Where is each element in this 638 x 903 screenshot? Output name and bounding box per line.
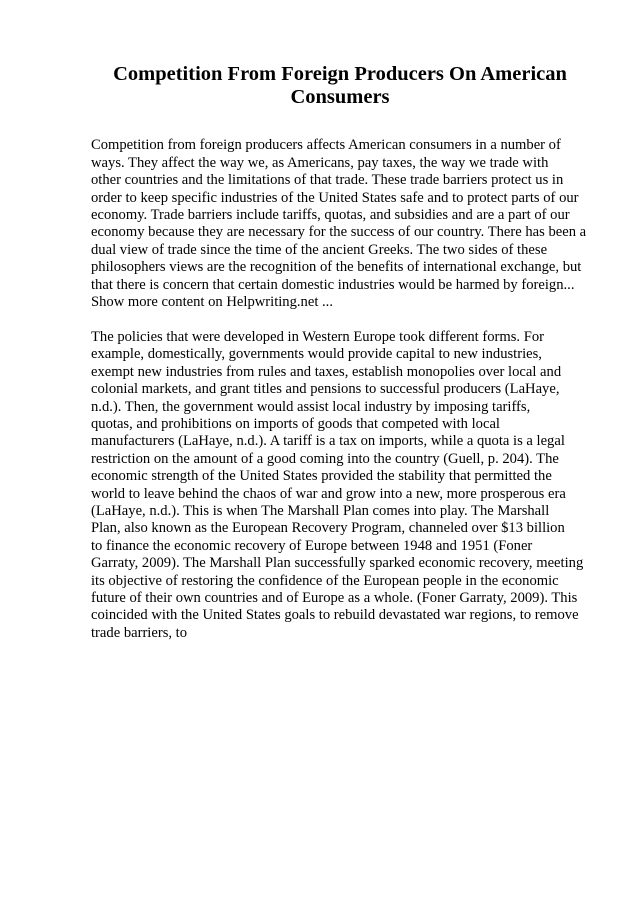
document-title: Competition From Foreign Producers On American Consumers <box>113 63 567 108</box>
paragraph-policies: The policies that were developed in Western Europe took different forms. For example, domestically, governments would provide capital to new industries, exempt new industries from rules and taxes, establish monopolies over local and colonial markets, and grant titles and pensions to successful producers (LaHaye, n.d.). Then, the government would assist local industry by imposing tariffs, quotas, and prohibitions on imports of goods that competed with local manufacturers (LaHaye, n.d.). A tariff is a tax on imports, while a quota is a legal restriction on the amount of a good coming into the country (Guell, p. 204). The economic strength of the United States provided the stability that permitted the world to leave behind the chaos of war and grow into a new, more prosperous era (LaHaye, n.d.). This is when The Marshall Plan comes into play. The Marshall Plan, also known as the European Recovery Program, channeled over $13 billion to finance the economic recovery of Europe between 1948 and 1951 (Foner Garraty, 2009). The Marshall Plan successfully sparked economic recovery, meeting its objective of restoring the confidence of the European people in the economic future of their own countries and of Europe as a whole. (Foner Garraty, 2009). This coincided with the United States goals to rebuild devastated war regions, to remove trade barriers, to <box>91 328 584 641</box>
paragraph-intro: Competition from foreign producers affects American consumers in a number of ways. They affect the way we, as Americans, pay taxes, the way we trade with other countries and the limitations of that trade. These trade barriers protect us in order to keep specific industries of the United States safe and to protect parts of our economy. Trade barriers include tariffs, quotas, and subsidies and are a part of our economy because they are necessary for the success of our country. There has been a dual view of trade since the time of the ancient Greeks. The two sides of these philosophers views are the recognition of the benefits of international exchange, but that there is concern that certain domestic industries would be harmed by foreign... Show more content on Helpwriting.net ... <box>91 137 587 311</box>
document-body <box>91 120 601 660</box>
